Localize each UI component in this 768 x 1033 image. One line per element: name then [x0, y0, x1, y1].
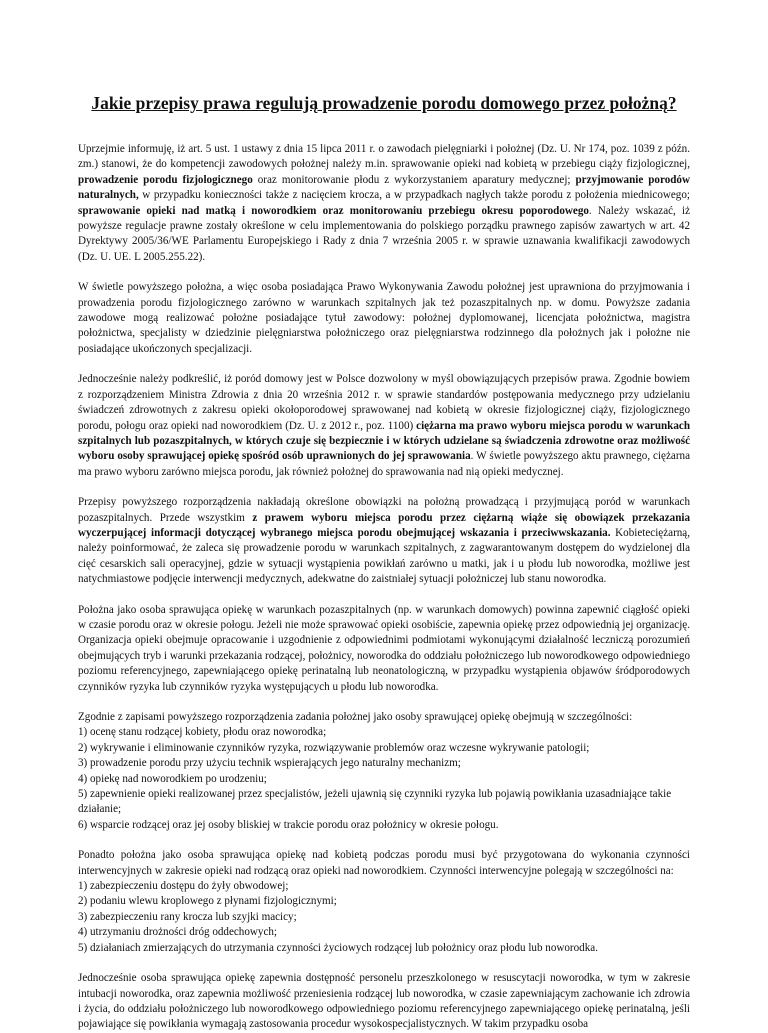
paragraph	[78, 372, 690, 480]
paragraph	[78, 142, 690, 265]
document-body	[78, 142, 690, 1033]
text: Przepisy powyższego rozporządzenia nakładają określone obowiązki na położną prowadzącą i przyjmującą poród w warunkach pozaszpitalnych. Przede wszystkim	[78, 496, 690, 524]
paragraph	[78, 495, 690, 587]
text: W świetle powyższego położna, a więc osoba posiadająca Prawo Wykonywania Zawodu położnej jest uprawniona do przyjmowania i prowadzenia porodu fizjologicznego zarówno w warunkach szpitalnych jak też pozaszpitalnych np. w domu. Powyższe zadania zawodowe mogą realizować położne posiadające tytuł zawodowy: położnej dyplomowanej, licencjata położnictwa, magistra położnictwa, specjalisty w dziedzinie pielęgniarstwa położniczego oraz pielęgniarstwa rodzinnego dla położnych jak i położne nie posiadające ukończonych specjalizacji.	[78, 281, 690, 355]
list-intro: Ponadto położna jako osoba sprawująca opiekę nad kobietą podczas porodu musi być przygotowana do wykonania czynności interwencyjnych w zakresie opieki nad rodzącą oraz opieki nad noworodkiem. Czynności interwencyjne polegają w szczególności na:	[78, 849, 690, 877]
text: Uprzejmie informuję, iż art. 5 ust. 1 ustawy z dnia 15 lipca 2011 r. o zawodach pielęgniarki i położnej (Dz. U. Nr 174, poz. 1039 z późn. zm.) stanowi, że do kompetencji zawodowych położnej należy m.in. sprawowanie opieki nad kobietą w przebiegu ciąży fizjologicznej,	[78, 143, 690, 171]
bold-text: przyjmowanie porodów naturalnych,	[78, 173, 690, 202]
text: Kobieteciężarną, należy poinformować, że zaleca się prowadzenie porodu w warunkach szpitalnych, z zagwarantowanym dostępem do wydzielonej dla cięć cesarskich sali operacyjnej, gdzie w sytuacji wystąpienia powikłań zarówno u matki, jak i u płodu lub noworodka, możliwe jest natychmiastowe podjęcie interwencji medycznych, adekwatne do zaistniałej sytuacji położniczej lub stanu noworodka.	[78, 526, 691, 586]
bold-text: prowadzenie porodu fizjologicznego	[78, 173, 253, 186]
text: Jednocześnie należy podkreślić, iż poród domowy jest w Polsce dozwolony w myśl obowiązujących przepisów prawa. Zgodnie bowiem z rozporządzeniem Ministra Zdrowia z dnia 20 września 2012 r. w sprawie standardów postępowania medycznego przy udzielaniu świadczeń zdrowotnych z zakresu opieki okołoporodowej sprawowanej nad kobietą w okresie fizjologicznej ciąży, fizjologicznego porodu, połogu oraz opieki nad noworodkiem (Dz. U. z 2012 r., poz. 1100)	[78, 373, 690, 432]
text: oraz monitorowanie płodu z wykorzystaniem aparatury medycznej;	[252, 173, 576, 186]
text: w przypadku konieczności także z nacięciem krocza, a w przypadkach nagłych także porodu z położenia miednicowego;	[138, 189, 690, 202]
bold-text: ciężarna ma prawo wyboru miejsca porodu w warunkach szpitalnych lub pozaszpitalnych, w których czuje się bezpiecznie i w których udzielane są świadczenia zdrowotne oraz możliwość wyboru osoby sprawującej opiekę spośród osób uprawnionych do jej sprawowania	[78, 419, 690, 463]
list-item: 1) ocenę stanu rodzącej kobiety, płodu oraz noworodka;	[78, 726, 327, 739]
list-item: 6) wsparcie rodzącej oraz jej osoby bliskiej w trakcie porodu oraz położnicy w okresie połogu.	[78, 818, 499, 831]
bold-text: z prawem wyboru miejsca porodu przez ciężarną wiąże się obowiązek przekazania wyczerpującej informacji dotyczącej wybranego miejsca porodu obejmującej wskazania i przeciwwskazania.	[78, 511, 690, 539]
text: Położna jako osoba sprawująca opiekę w warunkach pozaszpitalnych (np. w warunkach domowych) powinna zapewnić ciągłość opieki w czasie porodu oraz w okresie połogu. Jeżeli nie może sprawować opieki osobiście, zapewnia opiekę przez odpowiednią jej organizację. Organizacja opieki obejmuje opracowanie i uzgodnienie z odpowiednimi podmiotami wykonującymi działalność leczniczą porozumień obejmujących tryb i warunki przekazania rodzącej, położnicy, noworodka do oddziału położniczego lub noworodkowego odpowiedniego poziomu referencyjnego, zapewniającego opiekę perinatalną lub neonatologiczną, w przypadku wystąpienia objawów śródporodowych czynników ryzyka lub czynników ryzyka występujących u płodu lub noworodka.	[78, 603, 690, 693]
list-item: 2) wykrywanie i eliminowanie czynników ryzyka, rozwiązywanie problemów oraz wczesne wykrywanie patologii;	[78, 741, 590, 754]
list-paragraph-tasks	[78, 710, 690, 833]
document-title: Jakie przepisy prawa regulują prowadzenie porodu domowego przez położną?	[91, 93, 677, 113]
list-paragraph-interventions	[78, 848, 690, 956]
paragraph	[78, 603, 690, 695]
text: . W świetle powyższego aktu prawnego, ciężarna ma prawo wyboru zarówno miejsca porodu, jak również położnej do sprawowania nad nią opieki medycznej.	[78, 450, 690, 478]
bold-text: sprawowanie opieki nad matką i noworodkiem oraz monitorowaniu przebiegu okresu poporodowego	[78, 204, 589, 217]
list-item: 3) prowadzenie porodu przy użyciu technik wspierających jego naturalny mechanizm;	[78, 757, 461, 770]
text: . Należy wskazać, iż powyższe regulacje prawne zostały określone w celu implementowania do polskiego porządku prawnego zapisów zawartych w art. 42 Dyrektywy 2005/36/WE Parlamentu Europejskiego i Rady z dnia 7 września 2005 r. w sprawie uznawania kwalifikacji zawodowych (Dz. U. UE. L 2005.255.22).	[78, 204, 690, 263]
list-item: 5) działaniach zmierzających do utrzymania czynności życiowych rodzącej lub położnicy oraz płodu lub noworodka.	[78, 941, 598, 954]
list-item: 2) podaniu wlewu kroplowego z płynami fizjologicznymi;	[78, 895, 337, 908]
paragraph	[78, 280, 690, 357]
list-item: 3) zabezpieczeniu rany krocza lub szyjki macicy;	[78, 910, 297, 923]
list-item: 5) zapewnienie opieki realizowanej przez specjalistów, jeżeli ujawnią się czynniki ryzyka lub pojawią powikłania uzasadniające takie działanie;	[78, 788, 672, 816]
list-item: 4) utrzymaniu drożności dróg oddechowych;	[78, 926, 278, 939]
paragraph-final: Jednocześnie osoba sprawująca opiekę zapewnia dostępność personelu przeszkolonego w resuscytacji noworodka, w tym w zakresie intubacji noworodka, oraz zapewnia możliwość przeniesienia rodzącej lub noworodka, w czasie zapewniającym zachowanie ich zdrowia i życia, do oddziału położniczego lub noworodkowego odpowiedniego poziomu referencyjnego zapewniającego opiekę perinatalną, jeśli pojawiające się powikłania wymagają zastosowania procedur wysokospecjalistycznych. W takim przypadku osoba	[78, 972, 690, 1031]
list-item: 4) opiekę nad noworodkiem po urodzeniu;	[78, 772, 267, 785]
paragraphs	[78, 142, 690, 695]
list-item: 1) zabezpieczeniu dostępu do żyły obwodowej;	[78, 880, 289, 893]
list-intro: Zgodnie z zapisami powyższego rozporządzenia zadania położnej jako osoby sprawującej opiekę obejmują w szczególności:	[78, 711, 633, 723]
